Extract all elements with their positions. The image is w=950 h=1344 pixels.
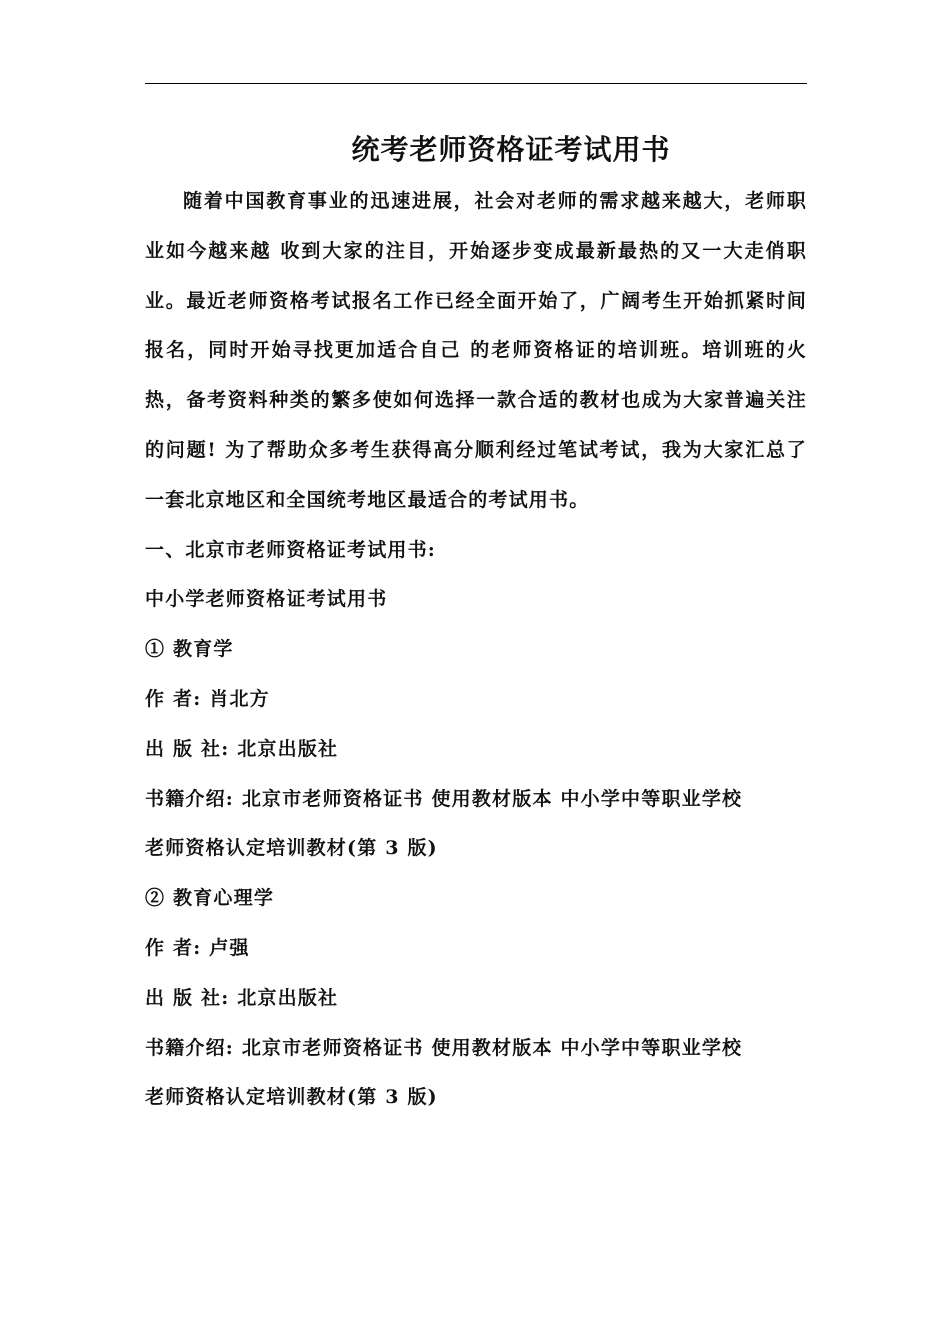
intro-paragraph: 随着中国教育事业的迅速进展，社会对老师的需求越来越大，老师职业如今越来越 收到大家的注目，开始逐步变成最新最热的又一大走俏职业。最近老师资格考试报名工作已经全面开始了，广阔考生开始抓紧时间报名，同时开始寻找更加适合自己 的老师资格证的培训班。培训班的火热，备考资料种类的繁多使如何选择一款合适的教材也成为大家普遍关注的问题! 为了帮助众多考生获得高分顺利经过笔试考试，我为大家汇总了一套北京地区和全国统考地区最适合的考试用书。 xyxy=(145,190,807,511)
book-publisher: 出 版 社: 北京出版社 xyxy=(145,737,339,760)
book-intro-line2: 老师资格认定培训教材(第 3 版) xyxy=(145,837,438,860)
subheading: 中小学老师资格证考试用书 xyxy=(145,588,388,611)
book-name: ① 教育学 xyxy=(145,638,234,661)
document-body xyxy=(145,177,807,1123)
book-intro-line1: 书籍介绍: 北京市老师资格证书 使用教材版本 中小学中等职业学校 xyxy=(145,787,743,810)
document-title: 统考老师资格证考试用书 xyxy=(351,133,671,166)
header-rule xyxy=(145,83,807,84)
book-name: ② 教育心理学 xyxy=(145,887,275,910)
book-entry xyxy=(145,874,807,1123)
section-heading: 一、北京市老师资格证考试用书: xyxy=(145,538,437,561)
book-intro-line2: 老师资格认定培训教材(第 3 版) xyxy=(145,1086,438,1109)
book-publisher: 出 版 社: 北京出版社 xyxy=(145,986,339,1009)
book-author: 作 者: 卢强 xyxy=(145,936,250,959)
book-author: 作 者: 肖北方 xyxy=(145,687,270,710)
book-intro-line1: 书籍介绍: 北京市老师资格证书 使用教材版本 中小学中等职业学校 xyxy=(145,1036,743,1059)
book-entry xyxy=(145,625,807,874)
